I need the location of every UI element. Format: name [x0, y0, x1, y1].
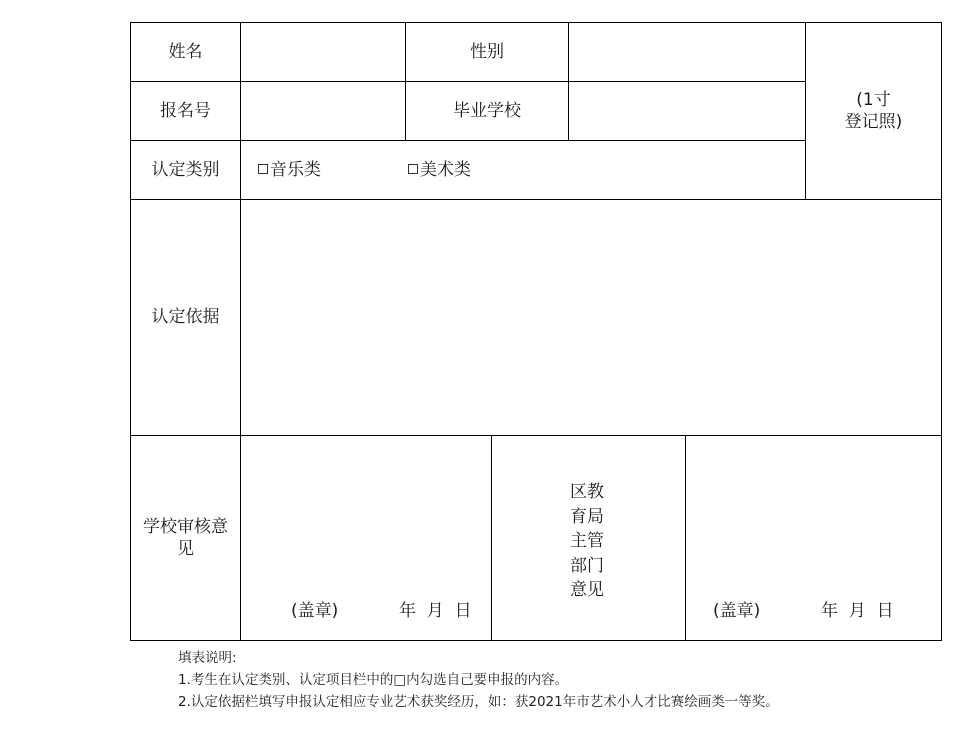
date-text-right: 年 月 日	[821, 601, 894, 621]
category-options-cell	[241, 141, 805, 199]
instruction-line: 2.认定依据栏填写申报认定相应专业艺术获奖经历，如：获2021年市艺术小人才比赛绘画类一等奖。	[178, 694, 779, 710]
seal-text-left: (盖章)	[291, 601, 339, 621]
music-option-label: 音乐类	[270, 160, 321, 180]
district-label-line: 主管	[570, 531, 604, 551]
instructions-title: 填表说明:	[178, 650, 237, 666]
school-label-cell	[406, 82, 568, 140]
art-option-label: 美术类	[420, 160, 471, 180]
name-label-cell	[131, 23, 240, 81]
reg-no-label-cell	[131, 82, 240, 140]
seal-text-right: (盖章)	[713, 601, 761, 621]
gender-label-cell	[406, 23, 568, 81]
form-instructions	[178, 647, 779, 713]
photo-cell	[806, 23, 941, 199]
reg-no-input-cell[interactable]	[241, 82, 405, 140]
school-label: 毕业学校	[453, 100, 521, 121]
registration-form-table	[130, 22, 942, 641]
district-label-cell	[492, 436, 685, 640]
basis-label: 认定依据	[151, 307, 220, 327]
art-checkbox[interactable]	[408, 164, 418, 174]
school-review-cell[interactable]	[241, 436, 491, 640]
school-review-label-line2: 见	[177, 538, 194, 559]
school-review-label-line1: 学校审核意	[143, 516, 228, 537]
school-input-cell[interactable]	[569, 82, 805, 140]
name-input-cell[interactable]	[241, 23, 405, 81]
category-label-cell	[131, 141, 240, 199]
basis-input-cell[interactable]	[241, 200, 941, 435]
district-label-line: 区教	[570, 482, 604, 502]
photo-label-line2: 登记照)	[844, 111, 903, 132]
reg-no-label: 报名号	[160, 100, 211, 121]
district-label-line: 部门	[570, 555, 604, 576]
instruction-line: 1.考生在认定类别、认定项目栏中的□内勾选自己要申报的内容。	[178, 672, 569, 688]
district-label-line: 意见	[570, 580, 604, 600]
basis-label-cell	[131, 200, 240, 435]
art-option[interactable]	[408, 162, 471, 179]
gender-input-cell[interactable]	[569, 23, 805, 81]
school-review-label-cell	[131, 436, 240, 640]
gender-label: 性别	[470, 41, 504, 62]
photo-label-line1: (1寸	[856, 89, 891, 110]
category-label: 认定类别	[151, 159, 220, 180]
district-review-cell[interactable]	[686, 436, 941, 640]
music-checkbox[interactable]	[258, 164, 268, 174]
name-label: 姓名	[168, 41, 203, 62]
district-label-line: 育局	[570, 506, 604, 527]
music-option[interactable]	[258, 162, 321, 179]
date-text-left: 年 月 日	[399, 601, 472, 621]
